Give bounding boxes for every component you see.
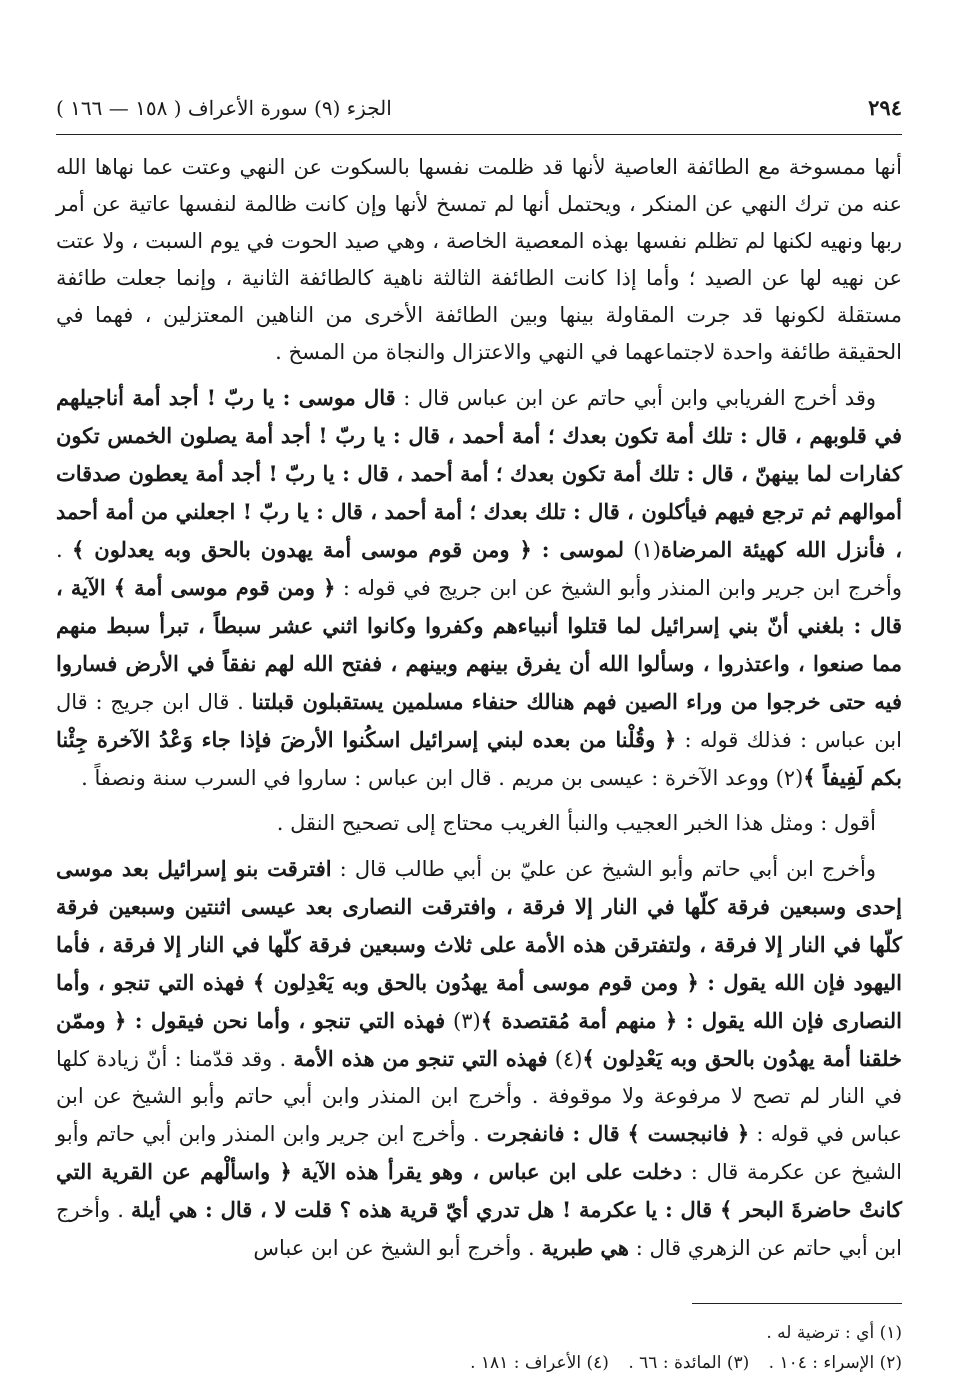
- narration-text: . وأخرج ابن أبي حاتم عن الزهري قال :: [56, 1198, 902, 1260]
- narration-text: . وأخرج أبو الشيخ عن ابن عباس: [253, 1236, 542, 1260]
- narration-text: . وأخرج ابن جرير وابن المنذر وأبو الشيخ عن ابن جريج في قوله :: [56, 538, 902, 600]
- paragraph-gap: [56, 371, 902, 379]
- footnote-4: (٤) الأعراف : ١٨١ .: [470, 1353, 609, 1373]
- quoted-text: هي طبرية: [541, 1235, 630, 1260]
- narration-text: . وأخرج ابن جرير وابن المنذر وابن أبي حاتم وأبو الشيخ عن عكرمة قال :: [56, 1122, 902, 1184]
- quoted-text: فهذه التي تنجو من هذه الأمة: [293, 1046, 548, 1071]
- quoted-text: ﴿ فانبجست ﴾ قال : فانفجرت: [486, 1121, 750, 1146]
- running-title: الجزء (٩) سورة الأعراف ( ١٥٨ — ١٦٦ ): [56, 96, 392, 120]
- narration-text: (١): [623, 538, 661, 562]
- narration-text: (٤): [547, 1047, 583, 1071]
- page-number: ٢٩٤: [868, 95, 902, 120]
- quoted-text: دخلت على ابن عباس ، وهو يقرأ هذه الآية ﴿ واسألْهم عن القرية التي كانتْ حاضرةَ البحر ﴾ قال : يا عكرمة ! هل تدري أيّ قرية هذه ؟ قلت لا ، قال : هي أيلة: [56, 1159, 902, 1222]
- footnote-2: (٢) الإسراء : ١٠٤ .: [768, 1353, 902, 1373]
- quoted-text: افترقت بنو إسرائيل بعد موسى إحدى وسبعين فرقة كلّها في النار إلا فرقة ، وافترقت النصارى بعد عيسى اثنتين وسبعين فرقة كلّها في النار إلا فرقة ، ولتفترقن هذه الأمة على ثلاث وسبعين فرقة كلّها في النار إلا فرقة ، فأما اليهود فإن الله يقول : ﴿ ومن قوم موسى أمة يهدُون بالحق وبه يَعْدِلون ﴾ فهذه التي تنجو ، وأما النصارى فإن الله يقول : ﴿ منهم أمة مُقتصدة ﴾: [56, 856, 902, 1033]
- narration-text: وقد أخرج الفريابي وابن أبي حاتم عن ابن عباس قال :: [395, 386, 876, 410]
- quoted-text: لموسى : ﴿ ومن قوم موسى أمة يهدون بالحق وبه يعدلون ﴾: [72, 537, 624, 562]
- narration-text: وأخرج ابن أبي حاتم وأبو الشيخ عن عليّ بن أبي طالب قال :: [331, 857, 876, 881]
- narration-text: (٣): [445, 1009, 481, 1033]
- quoted-text: قال موسى : يا ربّ ! أجد أمة أناجيلهم في قلوبهم ، قال : تلك أمة تكون بعدك ؛ أمة أحمد ، قال : يا ربّ ! أجد أمة يصلون الخمس تكون كفارات لما بينهنّ ، قال : تلك أمة تكون بعدك ؛ أمة أحمد ، قال : يا ربّ ! أجد أمة يعطون صدقات أموالهم ثم ترجع فيهم فيأكلون ، قال : تلك بعدك ؛ أمة أحمد ، قال : يا ربّ ! اجعلني من أمة أحمد ، فأنزل الله كهيئة المرضاة: [56, 385, 902, 562]
- body-text: [56, 149, 902, 1267]
- narration-text: . وقد قدّمنا : أنّ زيادة كلها في النار لم تصح لا مرفوعة ولا موقوفة . وأخرج ابن المنذر وابن أبي حاتم وأبو الشيخ عن ابن عباس في قوله :: [56, 1047, 902, 1146]
- footnotes: [56, 1318, 902, 1378]
- paragraph: [56, 805, 902, 842]
- paragraph: [56, 379, 902, 797]
- page: [56, 88, 902, 1373]
- narration-text: (٢) ووعد الآخرة : عيسى بن مريم . قال ابن عباس : ساروا في السرب سنة ونصفاً .: [81, 766, 804, 790]
- quoted-text: ﴿ وقُلْنا من بعده لبني إسرائيل اسكُنوا الأرضَ فإذا جاء وَعْدُ الآخرة جِئْنا بكم لَفِيفاً ﴾: [56, 727, 902, 790]
- quoted-text: ﴿ ومن قوم موسى أمة ﴾ الآية ، قال : بلغني أنّ بني إسرائيل لما قتلوا أنبياءهم وكفروا وكانوا اثني عشر سبطاً ، تبرأ سبط منهم مما صنعوا ، واعتذروا ، وسألوا الله أن يفرق بينهم وبينهم ، ففتح الله لهم نفقاً في الأرض فساروا فيه حتى خرجوا من وراء الصين فهم هنالك حنفاء مسلمين يستقبلون قبلتنا: [56, 575, 902, 714]
- page-header: [56, 88, 902, 128]
- footnote-2-4: [56, 1348, 902, 1378]
- paragraph: [56, 850, 902, 1267]
- narration-text: . قال ابن جريج : قال ابن عباس : فذلك قوله :: [56, 690, 902, 752]
- paragraph: [56, 149, 902, 371]
- paragraph-gap: [56, 797, 902, 805]
- footnote-3: (٣) المائدة : ٦٦ .: [628, 1353, 750, 1373]
- footnote-rule: [692, 1303, 902, 1304]
- narration-text: أنها ممسوخة مع الطائفة العاصية لأنها قد ظلمت نفسها بالسكوت عن النهي وعتت عما نهاها الله عنه من ترك النهي عن المنكر ، ويحتمل أنها لم تمسخ لأنها وإن كانت ظالمة لنفسها عاتية عن أمر ربها ونهيه لكنها لم تظلم نفسها بهذه المعصية الخاصة ، وهي صيد الحوت في يوم السبت ، ولا عتت عن نهيه لها عن الصيد ؛ وأما إذا كانت الطائفة الثالثة ناهية كالطائفة الثانية ، وإنما جعلت طائفة مستقلة لكونها قد جرت المقاولة بينها وبين الطائفة الأخرى من الناهين المعتزلين ، فهما في الحقيقة طائفة واحدة لاجتماعهما في النهي والاعتزال والنجاة من المسخ .: [56, 155, 902, 364]
- narration-text: أقول : ومثل هذا الخبر العجيب والنبأ الغريب محتاج إلى تصحيح النقل .: [276, 811, 876, 835]
- footnote-1: (١) أي : ترضية له .: [766, 1323, 902, 1343]
- header-rule: [56, 134, 902, 135]
- paragraph-gap: [56, 842, 902, 850]
- quoted-text: فهذه التي تنجو ، وأما نحن فيقول : ﴿ وممّن خلقنا أمة يهدُون بالحق وبه يَعْدِلون ﴾: [56, 1008, 902, 1071]
